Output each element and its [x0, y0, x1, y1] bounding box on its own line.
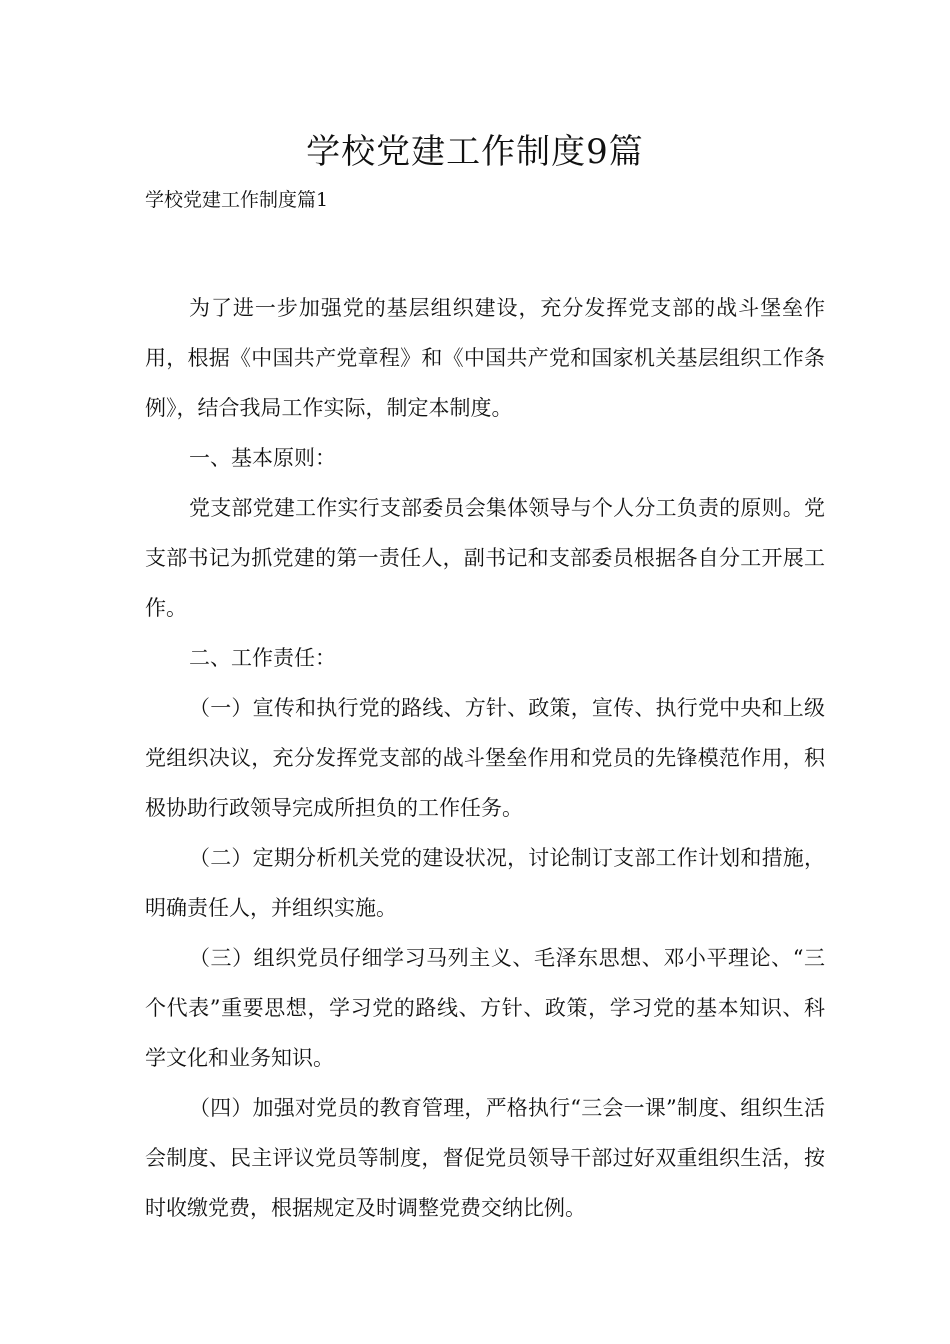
paragraph-principles: 党支部党建工作实行支部委员会集体领导与个人分工负责的原则。党支部书记为抓党建的第一责任人，副书记和支部委员根据各自分工开展工作。: [145, 496, 825, 620]
paragraph-intro: 为了进一步加强党的基层组织建设，充分发挥党支部的战斗堡垒作用，根据《中国共产党章程》和《中国共产党和国家机关基层组织工作条例》，结合我局工作实际，制定本制度。: [145, 296, 825, 420]
document-subtitle: 学校党建工作制度篇1: [145, 189, 329, 211]
document-title: 学校党建工作制度9篇: [306, 132, 644, 172]
paragraph-item-4: （四）加强对党员的教育管理，严格执行“三会一课”制度、组织生活会制度、民主评议党员等制度，督促党员领导干部过好双重组织生活，按时收缴党费，根据规定及时调整党费交纳比例。: [145, 1096, 825, 1220]
paragraph-item-3: （三）组织党员仔细学习马列主义、毛泽东思想、邓小平理论、“三个代表”重要思想，学习党的路线、方针、政策，学习党的基本知识、科学文化和业务知识。: [145, 946, 825, 1070]
section-heading-responsibilities: 二、工作责任：: [189, 646, 336, 670]
document-body: [145, 283, 825, 1233]
section-heading-principles: 一、基本原则：: [189, 446, 336, 470]
paragraph-item-2: （二）定期分析机关党的建设状况，讨论制订支部工作计划和措施，明确责任人，并组织实施。: [145, 846, 825, 920]
paragraph-item-1: （一）宣传和执行党的路线、方针、政策，宣传、执行党中央和上级党组织决议，充分发挥党支部的战斗堡垒作用和党员的先锋模范作用，积极协助行政领导完成所担负的工作任务。: [145, 696, 825, 820]
